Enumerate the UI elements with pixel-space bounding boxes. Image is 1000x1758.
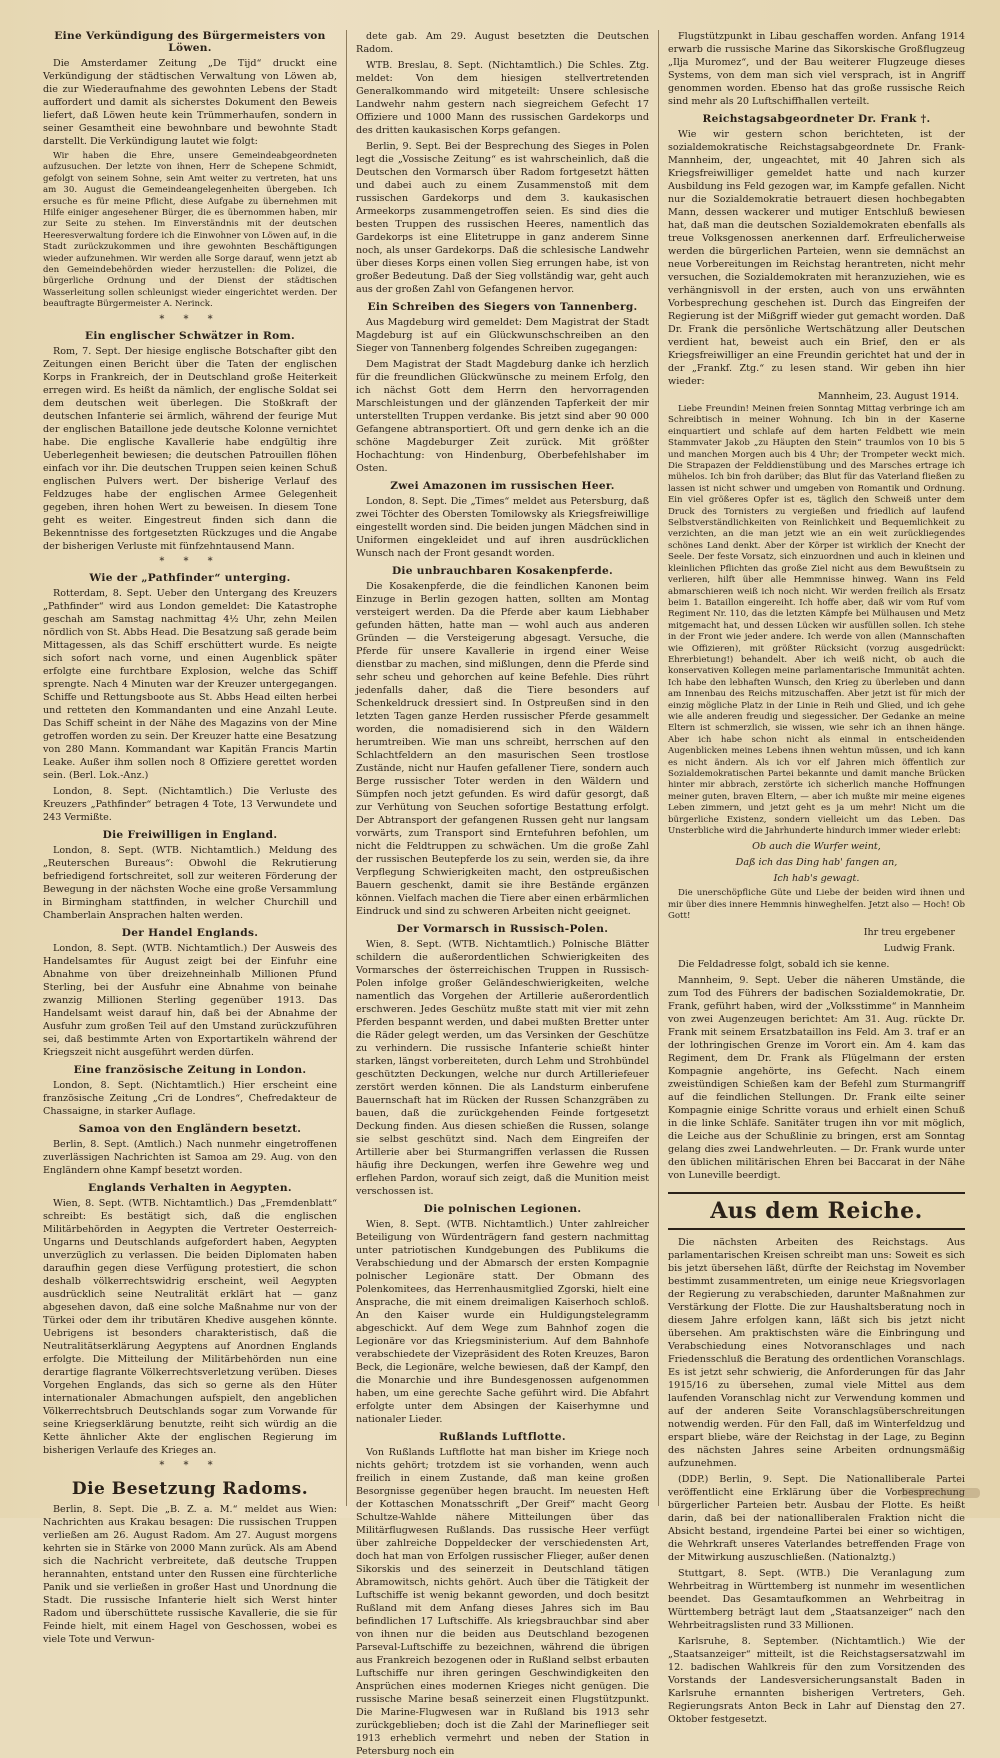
big-headline: Die Besetzung Radoms. xyxy=(71,1478,309,1499)
article-heading: Rußlands Luftflotte. xyxy=(439,1431,566,1443)
article-paragraph: Die Feldadresse folgt, sobald ich sie kenne. xyxy=(678,958,890,970)
article-paragraph: Wien, 8. Sept. (WTB. Nichtamtlich.) Das „Fremdenblatt“ schreibt: Es bestätigt sich, daß die englischen Militärbehörden in Aegypten die Vertreter Oesterreich-Ungarns und Deutschlands aufgefordert haben, Aegypten unverzüglich zu verlassen. Die beiden Diplomaten haben daraufhin gegen diese Verfügung protestiert, die schon deshalb völkerrechtswidrig erscheint, weil Aegypten ausdrücklich seine Neutralität erklärt hat — ganz abgesehen davon, daß eine solche Maßnahme nur von der Türkei oder dem ihr tributären Khedive ausgehen könnte. Uebrigens ist besonders charakteristisch, daß die Neutralitätserklärung Aegyptens auf Anordnen Englands erfolgte. Die Mitteilung der Militärbehörden nun eine derartige flagrante Völkerrechtsverletzung verüben. Dieses Vorgehen Englands, das sich so gerne als den Hüter internationaler Abmachungen aufspielt, den angeblichen Völkerrechtsbruch Deutschlands sogar zum Vorwande für seine Kriegserklärung benutzte, reiht sich würdig an die Kette ähnlicher Akte der englischen Regierung im bisherigen Verlaufe des Krieges an. xyxy=(43,1197,337,1456)
poem-line: Ich hab's gewagt. xyxy=(773,873,860,885)
article-paragraph: Wir haben die Ehre, unsere Gemeindeabgeordneten aufzusuchen. Der letzte von ihnen, Herr de Schepene Schmidt, gefolgt von seinem Sohne, sein Amt weiter zu vertreten, hat uns am 30. August die Gemeindeangelegenheiten übergeben. Ich ersuche es für meine Pflicht, diese Aufgabe zu übernehmen mit Hilfe einiger angesehener Bürger, die es übernommen haben, mir zur Seite zu stehen. Im Einverständnis mit der deutschen Heeresverwaltung fordere ich die Einwohner von Löwen auf, in die Stadt zurückzukommen und ihre gewohnten Beschäftigungen wieder aufzunehmen. Wir werden alle Sorge darauf, wenn jetzt ab den Gemeindebehörden wieder herzustellen: die Polizei, die bürgerliche Ordnung und der Dienst der städtischen Wasserleitung sollen schleunigst wieder eingerichtet werden. Der beauftragte Bürgermeister A. Nerinck. xyxy=(43,151,337,310)
banner-title: Aus dem Reiche. xyxy=(710,1197,923,1224)
article-paragraph: (DDP.) Berlin, 9. Sept. Die Nationalliberale Partei veröffentlicht eine Erklärung über die Vorbesprechung bürgerlicher Parteien betr. Ausbau der Flotte. Es heißt darin, daß bei der nationalliberalen Fraktion nicht die Absicht bestand, irgendeine Partei bei einer so wichtigen, die Wehrkraft unseres Vaterlandes betreffenden Frage von der Mitwirkung auszuschließen. (Nationalztg.) xyxy=(668,1473,965,1563)
letter-signature: Ihr treu ergebener xyxy=(863,926,955,938)
article-paragraph: Mannheim, 9. Sept. Ueber die näheren Umstände, die zum Tod des Führers der badischen Sozialdemokratie, Dr. Frank, geführt haben, wird der „Volksstimme“ in Mannheim von zwei Augenzeugen berichtet: Am 31. Aug. rückte Dr. Frank mit seinem Ersatzbataillon ins Feld. Am 3. traf er an der lothringischen Grenze im Vorort ein. Am 4. kam das Regiment, dem Dr. Frank als Flügelmann der ersten Kompagnie angehörte, ins Gefecht. Nach einem zweistündigen Schießen kam der Befehl zum Sturmangriff auf die feindlichen Stellungen. Dr. Frank eilte seiner Kompagnie einige Schritte voraus und erhielt einen Schuß in die linke Schläfe. Sanitäter trugen ihn vor mit möglich, die Leiche aus der Schußlinie zu bringen, erst am Sonntag gelang dies zwei Landwehrleuten. — Dr. Frank wurde unter den üblichen militärischen Ehren bei Baccarat in der Nähe von Luneville beerdigt. xyxy=(668,974,965,1181)
column-1 xyxy=(34,30,346,1645)
article-heading: Die unbrauchbaren Kosakenpferde. xyxy=(391,565,614,577)
article-paragraph: Berlin, 8. Sept. (Amtlich.) Nach nunmehr eingetroffenen zuverlässigen Nachrichten ist Samoa am 29. Aug. von den Engländern ohne Kampf besetzt worden. xyxy=(43,1138,337,1176)
article-paragraph: Berlin, 9. Sept. Bei der Besprechung des Sieges in Polen legt die „Vossische Zeitung“ es ist wahrscheinlich, daß die Deutschen den Vormarsch über Radom fortgesetzt hätten und dabei auch zu einem Zusammenstoß mit dem russischen Gardekorps und dem 3. kaukasischen Armeekorps zusammengetroffen seien. Es sind dies die besten Truppen des russischen Heeres, namentlich das Gardekorps ist eine Elitetruppe in ganz anderem Sinne noch, als unser Gardekorps. Daß die schlesische Landwehr über dieses Korps einen vollen Sieg errungen habe, ist von großer Bedeutung. Daß der Sieg vollständig war, geht auch aus der großen Zahl von Gefangenen hervor. xyxy=(356,141,649,295)
article-paragraph: WTB. Breslau, 8. Sept. (Nichtamtlich.) Die Schles. Ztg. meldet: Von dem hiesigen stellvertretenden Generalkommando wird mitgeteilt: Unsere schlesische Landwehr nahm gestern nach siegreichem Gefecht 17 Offiziere und 1000 Mann des russischen Gardekorps und des dritten kaukasischen Korps gefangen. xyxy=(356,60,649,136)
article-paragraph: Karlsruhe, 8. September. (Nichtamtlich.) Wie der „Staatsanzeiger“ mitteilt, ist die Reichstagsersatzwahl im 12. badischen Wahlkreis für den zum Vorsitzenden des Vorstands der Landesversicherungsanstalt Baden in Karlsruhe ernannten bisherigen Vertreters, Geh. Regierungsrats Anton Beck in Lahr auf Dienstag den 27. Oktober festgesetzt. xyxy=(668,1635,965,1725)
article-paragraph: Von Rußlands Luftflotte hat man bisher im Kriege noch nichts gehört; trotzdem ist sie vorhanden, wenn auch freilich in einem Zustande, daß man keine großen Besorgnisse gegenüber hegen braucht. Im neuesten Heft der Kottaschen Monatsschrift „Der Greif“ macht Georg Schultze-Wahlde nähere Mitteilungen über das Militärflugwesen Rußlands. Das russische Heer verfügt über zahlreiche Doppeldecker der verschiedensten Art, doch hat man von Erfolgen russischer Flieger, außer denen Sikorskis und des seinerzeit in Deutschland tätigen Abramowitsch, nichts gehört. Auch über die Tätigkeit der Luftschiffe ist wenig bekannt geworden, und doch besitzt Rußland mit dem Anfang dieses Jahres sich im Bau befindlichen 17 Luftschiffe. Als kriegsbrauchbar sind aber von ihnen nur die beiden aus Deutschland bezogenen Parseval-Luftschiffe zu bezeichnen, während die übrigen aus Frankreich bezogenen oder in Rußland selbst erbauten Luftschiffe nur ihren geringen Geschwindigkeiten den Ansprüchen eines modernen Krieges nicht genügen. Die russische Marine besaß seinerzeit einen Flugstützpunkt. Die Marine-Flugwesen war in Rußland bis 1913 sehr zurückgeblieben; doch ist die Zahl der Marineflieger seit 1913 erheblich vermehrt und neben der Station in Petersburg noch ein xyxy=(356,1447,649,1757)
article-paragraph: Wien, 8. Sept. (WTB. Nichtamtlich.) Unter zahlreicher Beteiligung von Würdenträgern fand gestern nachmittag unter patriotischen Kundgebungen des Publikums die Verabschiedung und der Abmarsch der ersten Kompagnie polnischer Legionäre statt. Der Obmann des Polenkomitees, das Herrenhausmitglied Zgorski, hielt eine Ansprache, die mit einem dreimaligen Kaiserhoch schloß. An den Kaiser wurde ein Huldigungstelegramm abgeschickt. Auf dem Wege zum Bahnhof zogen die Legionäre vor das Kriegsministerium. Auf dem Bahnhofe verabschiedete der Vizepräsident des Roten Kreuzes, Baron Beck, die Legionäre, welche bewiesen, daß der Kampf, den die Monarchie und ihre Bundesgenossen aufgenommen haben, um eine gerechte Sache geführt wird. Die Abfahrt erfolgte unter dem Absingen der Kaiserhymne und nationaler Lieder. xyxy=(356,1219,649,1425)
article-paragraph: Rotterdam, 8. Sept. Ueber den Untergang des Kreuzers „Pathfinder“ wird aus London gemeldet: Die Katastrophe geschah am Samstag nachmittag 4½ Uhr, zehn Meilen nördlich von St. Abbs Head. Die Besatzung saß gerade beim Mittagessen, als das Schiff erschüttert wurde. Es neigte sich sofort nach vorne, und einen Augenblick später erfolgte eine furchtbare Explosion, welche das Schiff sprengte. Nach 4 Minuten war der Kreuzer untergegangen. Schiffe und Rettungsboote aus St. Abbs Head eilten herbei und retteten den Kommandanten und eine Anzahl Leute. Das Schiff scheint in der Nähe des Magazins von der Mine getroffen worden zu sein. Der Kreuzer hatte eine Besatzung von 280 Mann. Kommandant war Kapitän Francis Martin Leake. Außer ihm sollen noch 8 Offiziere gerettet worden sein. (Berl. Lok.-Anz.) xyxy=(43,587,337,781)
separator-stars: * * * xyxy=(159,555,221,567)
article-heading: Der Vormarsch in Russisch-Polen. xyxy=(396,923,609,935)
letter-paragraph: Die unerschöpfliche Güte und Liebe der beiden wird ihnen und mir über dies innere Hemmnis hinweghelfen. Jetzt also — Hoch! Ob Gott! xyxy=(668,888,965,922)
article-paragraph: London, 8. Sept. (Nichtamtlich.) Die Verluste des Kreuzers „Pathfinder“ betragen 4 Tote, 13 Verwundete und 243 Vermißte. xyxy=(43,785,337,823)
section-banner xyxy=(668,1192,965,1230)
article-heading: Die polnischen Legionen. xyxy=(423,1203,582,1215)
separator-stars: * * * xyxy=(159,313,221,325)
article-heading: Der Handel Englands. xyxy=(121,926,259,939)
article-paragraph: London, 8. Sept. (WTB. Nichtamtlich.) Meldung des „Reuterschen Bureaus“: Obwohl die Rekrutierung befriedigend fortschreitet, soll zur weiteren Förderung der Bewegung in der nächsten Woche eine große Versammlung in Birmingham stattfinden, in welcher Churchill und Chamberlain Ansprachen halten werden. xyxy=(43,844,337,921)
article-paragraph: Flugstützpunkt in Libau geschaffen worden. Anfang 1914 erwarb die russische Marine das Sikorskische Großflugzeug „Ilja Muromez“, und der Bau weiterer Flugzeuge dieses Systems, von dem man sich viel versprach, ist in Angriff genommen worden. Ebenso hat das große russische Reich sind mehr als 20 Luftschiffhallen verteilt. xyxy=(668,31,965,107)
article-heading: Die Freiwilligen in England. xyxy=(102,828,278,841)
poem-line: Daß ich das Ding hab' fangen an, xyxy=(735,857,898,869)
article-heading: Ein englischer Schwätzer in Rom. xyxy=(84,329,295,342)
article-paragraph: Dem Magistrat der Stadt Magdeburg danke ich herzlich für die freundlichen Glückwünsche zu meinem Erfolg, den ich nächst Gott dem Herrn den hervorragenden Marschleistungen und der glänzenden Tapferkeit der mir unterstellten Truppen verdanke. Bis jetzt sind aber 90 000 Gefangene abtransportiert. Oft und gern denke ich an die schöne Magdeburger Zeit zurück. Mit größter Hochachtung: von Hindenburg, Oberbefehlshaber im Osten. xyxy=(356,359,649,474)
article-heading: Eine Verkündigung des Bürgermeisters von Löwen. xyxy=(54,30,326,54)
article-paragraph: Die nächsten Arbeiten des Reichstags. Aus parlamentarischen Kreisen schreibt man uns: Soweit es sich bis jetzt übersehen läßt, dürfte der Reichstag im November bestimmt zusammentreten, um einige neue Kriegsvorlagen der Regierung zu verabschieden, darunter Maßnahmen zur Verstärkung der Flotte. Die zur Haushaltsberatung noch in diesem Jahre erfolgen kann, läßt sich bis jetzt nicht übersehen. Am praktischsten wäre die Einbringung und Verabschiedung eines Notvoranschlages und nach Friedensschluß die Beratung des ordentlichen Voranschlags. Es ist jetzt sehr schwierig, die Anforderungen für das Jahr 1915/16 zu übersehen, zumal viele Mittel aus dem laufenden Voranschlag nicht zur Verwendung kommen und auf der anderen Seite Voranschlagsüberschreitungen notwendig werden. Für den Fall, daß im Winterfeldzug und erspart bliebe, wäre der Reichstag in der Lage, zu Beginn des nächsten Jahres seine Arbeiten ordnungsmäßig aufzunehmen. xyxy=(668,1236,965,1469)
article-heading: Reichstagsabgeordneter Dr. Frank †. xyxy=(702,113,931,125)
separator-stars: * * * xyxy=(159,1459,221,1471)
article-heading: Eine französische Zeitung in London. xyxy=(73,1063,307,1076)
article-paragraph: Die Amsterdamer Zeitung „De Tijd“ druckt eine Verkündigung der städtischen Verwaltung von Löwen ab, die zur Wiederaufnahme des gewohnten Lebens der Stadt auffordert und damit als sicherstes Dokument den Beweis liefert, daß Löwen heute kein Trümmerhaufen, sondern in seiner Gesamtheit eine bewohnbare und bewohnte Stadt darstellt. Die Verkündigung lautet wie folgt: xyxy=(43,58,337,147)
letter-date: Mannheim, 23. August 1914. xyxy=(817,391,959,402)
article-heading: Englands Verhalten in Aegypten. xyxy=(88,1181,292,1194)
article-paragraph: Aus Magdeburg wird gemeldet: Dem Magistrat der Stadt Magdeburg ist auf ein Glückwunschschreiben an den Sieger von Tannenberg folgendes Schreiben zugegangen: xyxy=(356,317,649,354)
poem-line: Ob auch die Wurfer weint, xyxy=(752,841,881,853)
article-heading: Samoa von den Engländern besetzt. xyxy=(78,1122,302,1135)
letter-paragraph: Liebe Freundin! Meinen freien Sonntag Mittag verbringe ich am Schreibtisch in meiner Wohnung. Ich bin in der Kaserne einquartiert und schlafe auf dem harten Feldbett wie mein Stammvater Jakob „zu Häupten den Stein“ traumlos von 10 bis 5 und manchen Morgen auch bis 4 Uhr; der Trompeter weckt mich. Die Strapazen der Felddienstübung und des Marsches ertrage ich mühelos. Ich bin froh darüber; das Blut für das Vaterland fließen zu lassen ist nicht schwer und umgeben von Romantik und Ordnung. Ein viel größeres Opfer ist es, täglich den Schweiß unter dem Druck des Tornisters zu vergießen und friedlich auf laufend Selbstverständlichkeiten von Reinlichkeit und Bequemlichkeit zu verzichten, an die man jetzt wie an ein weit zurückliegendes schönes Land denkt. Aber der Körper ist wirklich der Knecht der Seele. Der feste Vorsatz, sich einzuordnen und auch in kleinen und kleinlichen Pflichten das große Ziel nicht aus dem Bewußtsein zu verlieren, hilft über alle Hemmnisse hinweg. Wann ins Feld abmarschieren weiß ich noch nicht. Wir werden freilich als Ersatz beim 1. Bataillon eingereiht. Ich hoffe aber, daß wir vom Ruf vom Regiment Nr. 110, das die letzten Kämpfe bei Mülhausen und Metz mitgemacht hat, und dessen Lücken wir ausfüllen sollen. Ich stehe in der Front wie jeder andere. Ich werde von allen (Mannschaften wie Offizieren), mit größter Rücksicht (vorzug ausgedrückt: Ehrerbietung!) behandelt. Aber ich weiß nicht, ob auch die konservativen Kollegen meine parlamentarische Immunität achten. Ich habe den lebhaften Wunsch, den Krieg zu überleben und dann am Innenbau des Reichs mitzuschaffen. Aber jetzt ist für mich der einzig mögliche Platz in der Linie in Reih und Glied, und ich gehe wie alle anderen freudig und siegessicher. Der Gedanke an meine Eltern ist schmerzlich, sie wissen, wie sehr ich an ihnen hänge. Aber ich habe schon nicht als einmal in entscheidenden Augenblicken meines Lebens ihnen wehtun müssen, und ich kann es nicht ändern. Als ich vor elf Jahren mich öffentlich zur Sozialdemokratischen Partei bekannte und damit manche Brücken hinter mir abbrach, zerstörte ich sicherlich manche Hoffnungen meiner guten, braven Eltern, — aber ich mußte mir meine eigenes Leben zimmern, und jetzt geht es ja um mehr! Nicht um die bürgerliche Existenz, sondern vielleicht um das Leben. Das Unsterbliche wird die Jahrhunderte hindurch immer wieder erlebt: xyxy=(668,404,965,837)
letter-signature: Ludwig Frank. xyxy=(883,942,955,954)
column-2 xyxy=(346,30,658,1757)
article-paragraph: Rom, 7. Sept. Der hiesige englische Botschafter gibt den Zeitungen einen Bericht über die Taten der englischen Korps in Frankreich, der in Deutschland große Heiterkeit erregen wird. Es heißt da nämlich, der englische Soldat sei dem deutschen weit überlegen. Die Stoßkraft der deutschen Infanterie sei ärmlich, während der feurige Mut der englischen Bataillone jede deutsche Kolonne vernichtet habe. Die englische Kavallerie habe endgültig ihre Ueberlegenheit bewiesen; die deutschen Patrouillen flöhen einfach vor ihr. Die deutschen Truppen seien keinen Schuß englischen Pulvers wert. Der bisherige Verlauf des Feldzuges habe der englischen Armee Gelegenheit gegeben, ihren hohen Wert zu beweisen. In diesem Tone geht es weiter. Eingestreut finden sich dann die Bekenntnisse des fortgesetzten Rückzuges und die Angabe der bisherigen Verluste mit fünfzehntausend Mann. xyxy=(43,345,337,552)
article-paragraph: Stuttgart, 8. Sept. (WTB.) Die Veranlagung zum Wehrbeitrag in Württemberg ist nunmehr im wesentlichen beendet. Das Gesamtaufkommen an Wehrbeitrag in Württemberg beträgt laut dem „Staatsanzeiger“ nach den Wehrbeitragslisten rund 33 Millionen. xyxy=(668,1567,965,1631)
article-paragraph: Berlin, 8. Sept. Die „B. Z. a. M.“ meldet aus Wien: Nachrichten aus Krakau besagen: Die russischen Truppen verließen am 26. August Radom. Am 27. August morgens kehrten sie in Stärke von 2000 Mann zurück. Als am Abend sich die Nachricht verbreitete, daß deutsche Truppen herannahten, entstand unter den Russen eine fürchterliche Panik und sie verließen in großer Hast und Unordnung die Stadt. Die russische Infanterie hielt sich Werst hinter Radom und überschüttete russische Kavallerie, die sie für Feinde hielt, mit einem Hagel von Geschossen, wobei es viele Tote und Verwun- xyxy=(43,1503,337,1645)
paper-stain xyxy=(900,1488,980,1498)
article-paragraph: Wie wir gestern schon berichteten, ist der sozialdemokratische Reichstagsabgeordnete Dr. Frank-Mannheim, der, ungeachtet, mit 40 Jahren sich als Kriegsfreiwilliger gemeldet hatte und nach kurzer Ausbildung ins Feld gezogen war, im Kampfe gefallen. Nicht nur die Sozialdemokratie betrauert diesen hochbegabten Mann, dessen wackerer und mutiger Entschluß bewiesen hat, daß man die deutschen Sozialdemokraten ebenfalls als treue Volksgenossen anerkennen darf. Erfreulicherweise werden die bürgerlichen Parteien, wenn sie demnächst an neue Vorbereitungen im Reichstag herantreten, nicht mehr versuchen, die Sozialdemokraten mit heranzuziehen, wie es verhängnisvoll in der ersten, auch von uns erwähnten Vorbesprechung geschehen ist. Durch das Eingreifen der Regierung ist der Mißgriff wieder gut gemacht worden. Daß Dr. Frank die persönliche Wertschätzung aller Deutschen verdient hat, beweist auch ein Brief, den er als Kriegsfreiwilliger an eine Freundin gerichtet hat und der in der „Frankf. Ztg.“ zu lesen stand. Wir geben ihn hier wieder: xyxy=(668,129,965,387)
article-heading: Wie der „Pathfinder“ unterging. xyxy=(89,571,291,584)
column-3 xyxy=(658,30,974,1725)
article-paragraph: dete gab. Am 29. August besetzten die Deutschen Radom. xyxy=(356,31,649,55)
article-heading: Ein Schreiben des Siegers von Tannenberg. xyxy=(367,301,638,313)
article-paragraph: Wien, 8. Sept. (WTB. Nichtamtlich.) Polnische Blätter schildern die außerordentlichen Schwierigkeiten des Vormarsches der österreichischen Truppen in Russisch-Polen infolge großer Geländeschwierigkeiten, welche namentlich das Vorgehen der Artillerie außerordentlich erschweren. Jedes Geschütz mußte statt mit vier mit zehn Pferden bespannt werden, und dabei mußten Bretter unter die Räder gelegt werden, um das Versinken der Geschütze zu verhindern. Die russische Infanterie schießt hinter starken, längst vorbereiteten, durch Lehm und Strohbündel geschützten Deckungen, welche nur durch Artilleriefeuer zerstört werden können. Die als Landsturm einberufene Bauernschaft hat im Rücken der Russen Schanzgräben zu bauen, daß die zurückgehenden Feinde fortgesetzt Deckung finden. Aus diesen schießen die Russen, solange sie selbst geschützt sind. Nach dem Eingreifen der Artillerie aber bei Sturmangriffen verlassen die Russen häufig ihre Deckungen, werfen ihre Gewehre weg und erflehen Pardon, worauf sich zeigt, daß die Munition meist verschossen ist. xyxy=(356,939,649,1197)
article-heading: Zwei Amazonen im russischen Heer. xyxy=(390,480,615,492)
article-paragraph: London, 8. Sept. (WTB. Nichtamtlich.) Der Ausweis des Handelsamtes für August zeigt bei der Einfuhr eine Abnahme von über dreizehneinhalb Millionen Pfund Sterling, bei der Ausfuhr eine Abnahme von beinahe zwanzig Millionen Sterling gegenüber 1913. Das Handelsamt weist darauf hin, daß bei der Abnahme der Ausfuhr zum großen Teil auf den Umstand zurückzuführen sei, daß bestimmte Arten von Exportartikeln während der Kriegszeit nicht ausgeführt werden dürfen. xyxy=(43,942,337,1058)
article-paragraph: London, 8. Sept. (Nichtamtlich.) Hier erscheint eine französische Zeitung „Cri de Londres“, Chefredakteur de Chassaigne, in starker Auflage. xyxy=(43,1079,337,1117)
article-paragraph: London, 8. Sept. Die „Times“ meldet aus Petersburg, daß zwei Töchter des Obersten Tomilowsky als Kriegsfreiwillige eingestellt worden sind. Die beiden jungen Mädchen sind in Uniformen eingekleidet und auf ihren ausdrücklichen Wunsch nach der Front gesandt worden. xyxy=(356,496,649,559)
article-paragraph: Die Kosakenpferde, die die feindlichen Kanonen beim Einzuge in Berlin gezogen hatten, sollten am Montag versteigert werden. Da die Pferde aber kaum Liebhaber gefunden hätten, hatte man — wohl auch aus anderen Gründen — die Versteigerung abgesagt. Versuche, die Pferde für unsere Kavallerie in irgend einer Weise dienstbar zu machen, sind mißlungen, denn die Pferde sind sehr scheu und gehorchen auf keine Befehle. Dies rührt jedenfalls daher, daß die Tiere besonders auf Schenkeldruck dressiert sind. In Ostpreußen sind in den letzten Tagen ganze Herden russischer Pferde gesammelt worden, die nomadisierend sich in den Wäldern herumtreiben. Wie man uns schreibt, herrschen auf den Schlachtfeldern an den masurischen Seen trostlose Zustände, nicht nur Haufen gefallener Tiere, sondern auch Berge russischer Toter werden in den Wäldern und Sümpfen noch jetzt gefunden. Es wird dafür gesorgt, daß zur Verhütung von Seuchen sofortige Bestattung erfolgt. Der Abtransport der gefangenen Russen geht nur langsam vorwärts, zum Transport sind Erntefuhren befohlen, um nicht die Feldtruppen zu schwächen. Um die große Zahl der russischen Beutepferde los zu sein, werden sie, da ihre Verpflegung Schwierigkeiten macht, den ostpreußischen Bauern geschenkt, damit sie ihre Bestände ergänzen können. Vielfach machen die Tiere aber einen erbärmlichen Eindruck und sind zu schweren Arbeiten nicht geeignet. xyxy=(356,581,649,917)
